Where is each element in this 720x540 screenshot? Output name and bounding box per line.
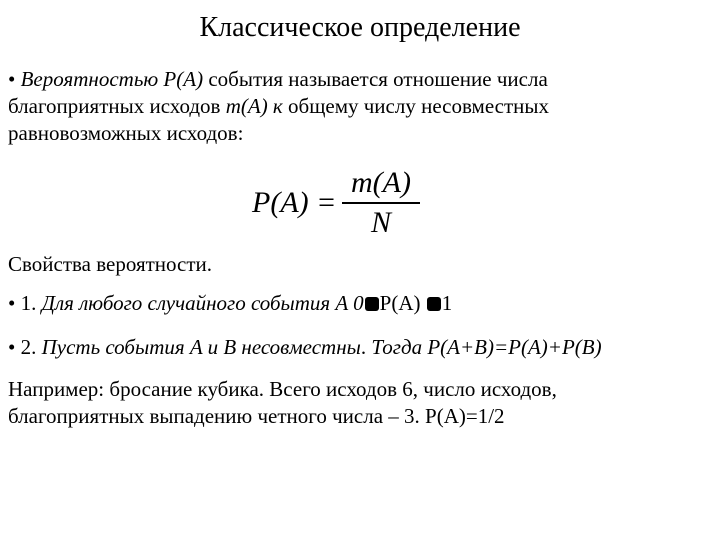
bullet: • (8, 291, 16, 315)
example-line-2: благоприятных выпадению четного числа – 3. P(A)=1/2 (8, 404, 505, 428)
definition-line-3: равновозможных исходов: (8, 121, 244, 145)
example-paragraph (8, 376, 714, 430)
missing-glyph-icon (427, 297, 441, 311)
property-text: Для любого случайного события A 0 (41, 291, 364, 315)
property-number: 2. (20, 335, 37, 359)
definition-paragraph (8, 66, 714, 147)
example-line-1: Например: бросание кубика. Всего исходов 6, число исходов, (8, 377, 557, 401)
formula-numerator: m(A) (351, 166, 411, 199)
property-item-1 (8, 290, 714, 317)
property-text: 1 (441, 291, 453, 315)
definition-text: благоприятных исходов (8, 94, 221, 118)
bullet: • (8, 335, 16, 359)
formula-denominator: N (370, 206, 391, 239)
property-text: P(A) (379, 291, 421, 315)
formula-lhs: P(A) = (252, 186, 337, 219)
definition-line-1 (8, 66, 714, 93)
missing-glyph-icon (365, 297, 379, 311)
properties-heading: Свойства вероятности. (8, 252, 213, 276)
bullet: • (8, 67, 16, 91)
fraction-bar (342, 202, 420, 204)
definition-term: Вероятностью P(A) (20, 67, 204, 91)
property-text: Пусть события A и B несовместны (41, 335, 361, 359)
definition-text: события называется отношение числа (208, 67, 548, 91)
definition-favorable: m(A) к (225, 94, 283, 118)
slide-title: Классическое определение (199, 12, 521, 43)
definition-line-2 (8, 93, 714, 120)
property-text: . (360, 335, 367, 359)
formula-fraction (342, 166, 420, 240)
property-number: 1. (20, 291, 37, 315)
property-text: Тогда P(A+B)=P(A)+P(B) (371, 335, 602, 359)
property-item-2 (8, 334, 714, 361)
definition-text: общему числу несовместных (288, 94, 550, 118)
